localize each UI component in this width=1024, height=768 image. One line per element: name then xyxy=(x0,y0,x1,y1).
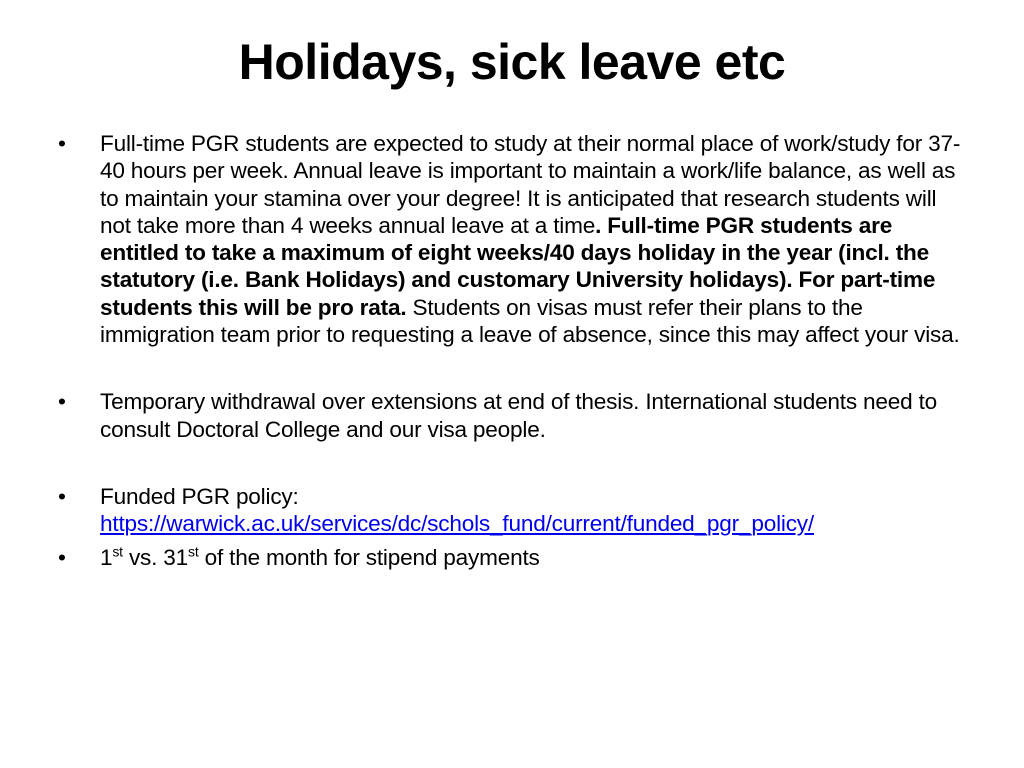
stipend-last-suffix: st xyxy=(188,543,199,560)
funded-policy-link[interactable]: https://warwick.ac.uk/services/dc/schols_fund/current/funded_pgr_policy/ xyxy=(100,511,814,537)
visa-note-text: Students on visas must refer their plans to the immigration team prior to requesting a leave of absence, since this may affect your visa. xyxy=(100,294,960,348)
slide-title: Holidays, sick leave etc xyxy=(238,34,786,90)
funded-policy-label: Funded PGR policy: xyxy=(100,483,299,509)
annual-leave-text: Full-time PGR students are expected to study at their normal place of work/study for 37-40 hours per week. Annual leave is important to maintain a work/life balance, as well as to maintain your stamina over your degree! It is anticipated that research students will not take more than 4 weeks annual leave at a time xyxy=(100,131,961,238)
annual-leave-entitlement-bold: . Full-time PGR students are entitled to take a maximum of eight weeks/40 days holiday in the year (incl. the statutory (i.e. Bank Holidays) and customary University holidays). For part-time students this will be pro rata. xyxy=(100,212,936,320)
stipend-first-suffix: st xyxy=(112,543,123,560)
bullet-stipend-payments xyxy=(58,544,968,571)
stipend-vs-day: vs. 31 xyxy=(122,544,189,570)
temporary-withdrawal-text: Temporary withdrawal over extensions at end of thesis. International students need to consult Doctoral College and our visa people. xyxy=(100,389,938,442)
bullet-temporary-withdrawal xyxy=(58,388,968,443)
stipend-first-day: 1 xyxy=(100,544,113,570)
bullet-funded-policy xyxy=(58,483,968,538)
bullet-annual-leave xyxy=(58,130,968,348)
bullet-list xyxy=(58,130,968,571)
stipend-tail-text: of the month for stipend payments xyxy=(198,544,540,570)
